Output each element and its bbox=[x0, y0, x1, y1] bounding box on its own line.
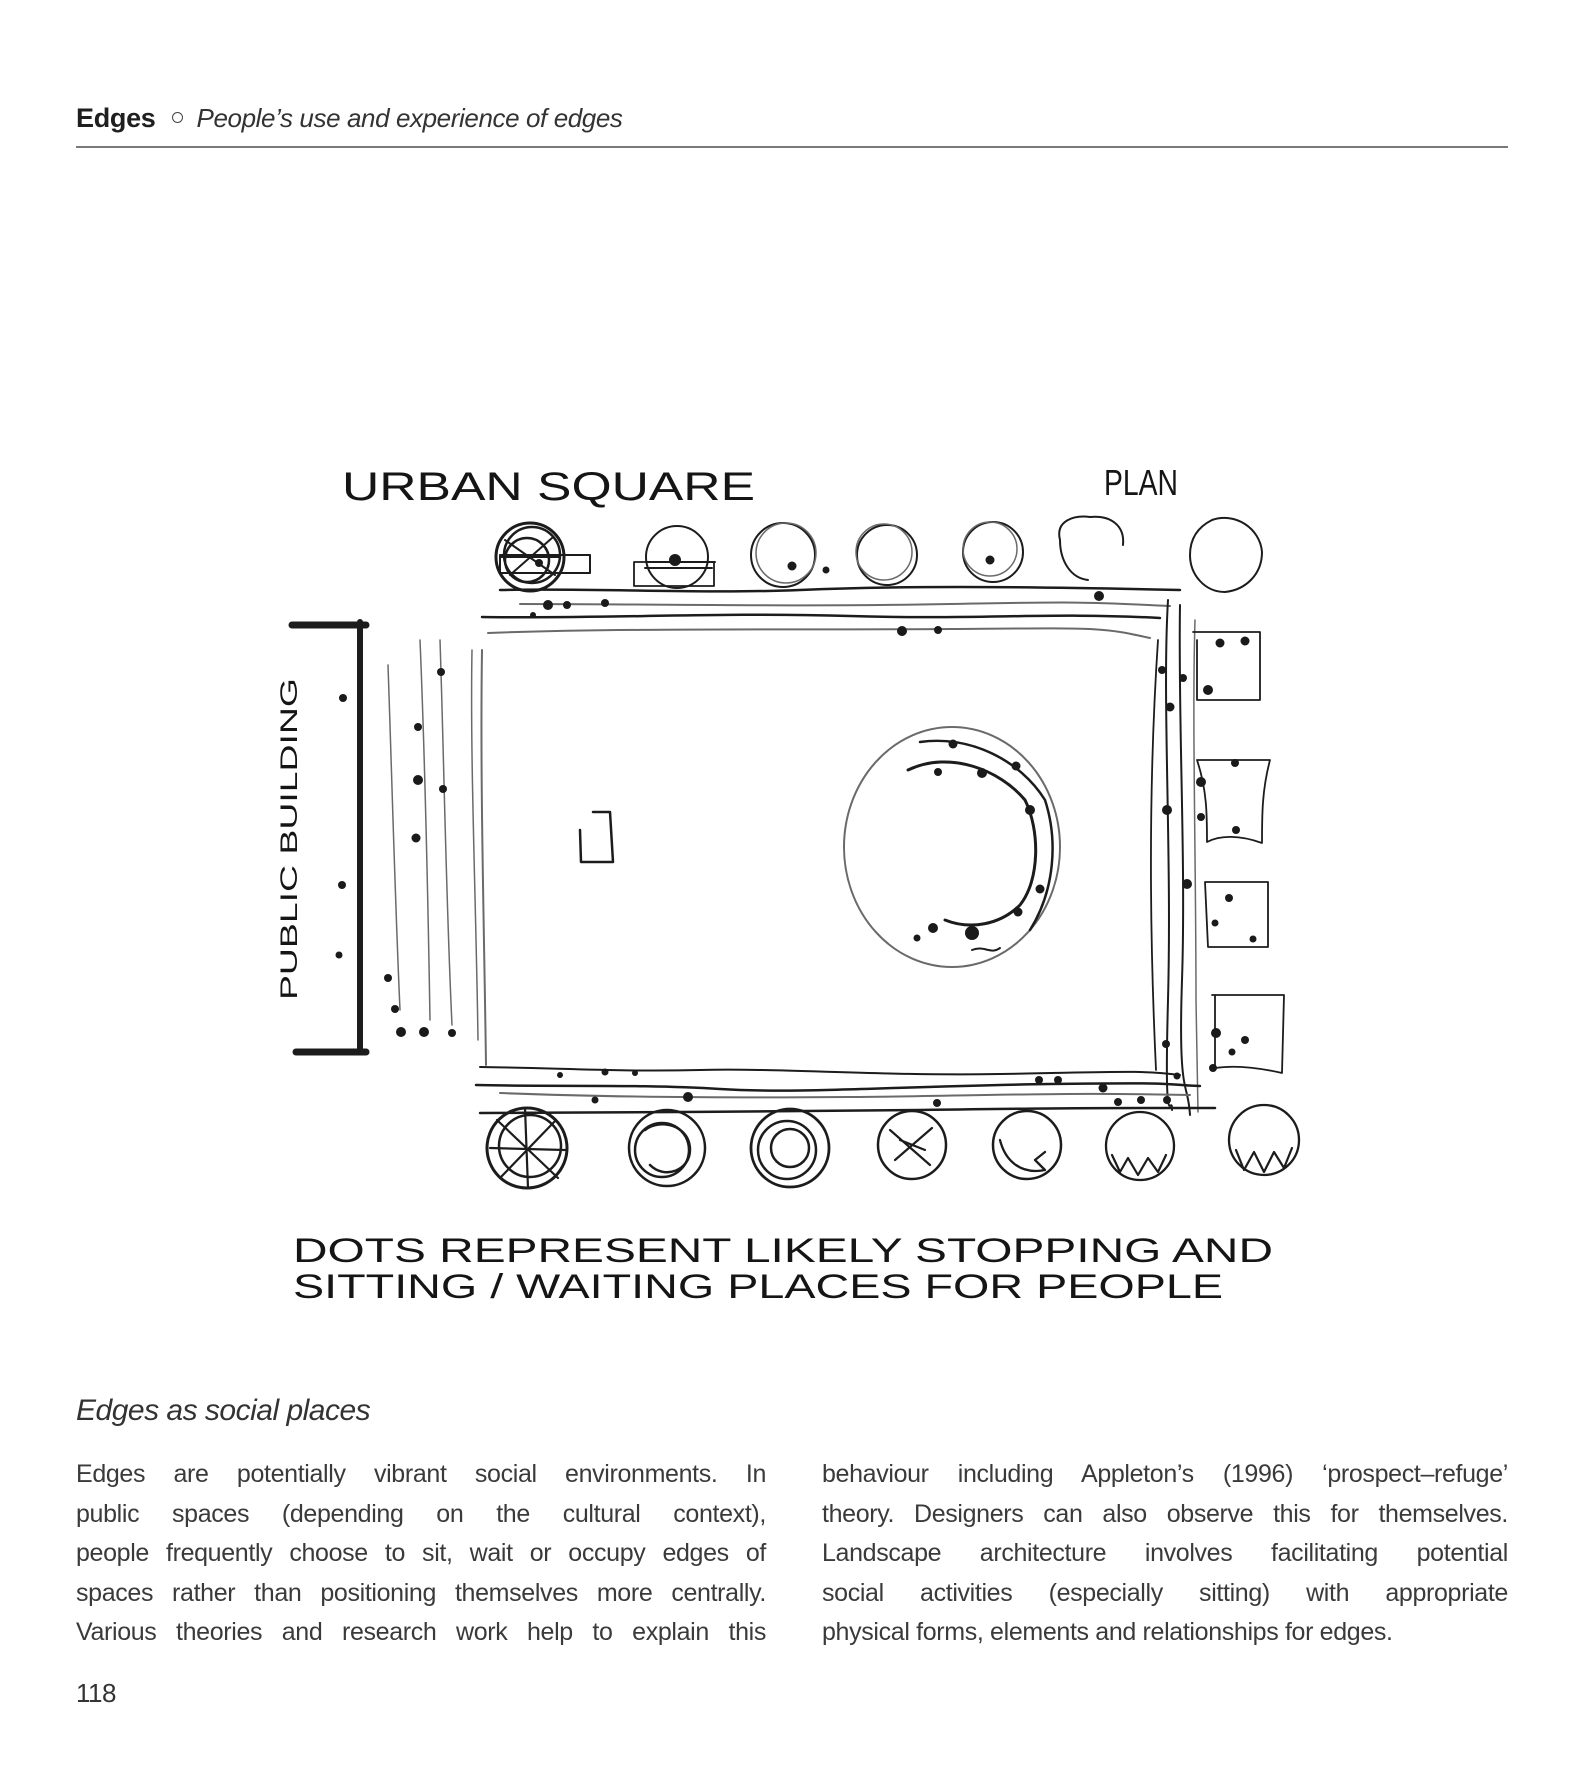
section-heading: Edges as social places bbox=[76, 1394, 371, 1427]
tree-icon bbox=[963, 522, 1023, 582]
body-line: Various theories and research work help to explain this bbox=[76, 1618, 766, 1647]
tree-icon bbox=[629, 1110, 705, 1186]
tree-icon bbox=[1229, 1105, 1299, 1175]
tree-icon bbox=[1106, 1112, 1174, 1180]
body-line: public spaces (depending on the cultural context), bbox=[76, 1499, 766, 1528]
body-line: Edges are potentially vibrant social environments. In bbox=[76, 1460, 766, 1488]
tree-icon bbox=[751, 523, 816, 587]
public-building-label: PUBLIC BUILDING bbox=[276, 793, 303, 1000]
bottom-tree-row bbox=[487, 1105, 1299, 1188]
sketch-caption-line-1: DOTS REPRESENT LIKELY STOPPING AND bbox=[293, 1232, 1273, 1270]
tree-icon bbox=[1190, 518, 1262, 592]
public-building bbox=[292, 622, 478, 1052]
body-column-left bbox=[76, 1455, 766, 1653]
tree-icon bbox=[496, 523, 590, 591]
sketch-view-label: PLAN bbox=[1104, 462, 1178, 503]
body-line: Landscape architecture involves facilitating potential bbox=[822, 1539, 1508, 1568]
body-line: theory. Designers can also observe this for themselves. bbox=[822, 1499, 1508, 1528]
sketch-title: URBAN SQUARE bbox=[342, 465, 755, 509]
square-left-edge bbox=[481, 650, 486, 1065]
top-tree-row bbox=[496, 517, 1262, 592]
page-number: 118 bbox=[76, 1678, 116, 1708]
sketch-caption-line-2: SITTING / WAITING PLACES FOR PEOPLE bbox=[293, 1268, 1223, 1306]
tree-icon bbox=[856, 524, 917, 585]
body-line: social activities (especially sitting) with appropriate bbox=[822, 1578, 1508, 1607]
square-inner-right-edge bbox=[1151, 640, 1158, 1070]
central-circle bbox=[844, 727, 1060, 967]
tree-icon bbox=[751, 1109, 829, 1187]
body-line: physical forms, elements and relationships for edges. bbox=[822, 1618, 1393, 1647]
top-edge bbox=[482, 587, 1180, 638]
right-seating-boxes bbox=[1193, 632, 1284, 1073]
body-line: people frequently choose to sit, wait or occupy edges of bbox=[76, 1539, 766, 1568]
tree-icon bbox=[878, 1111, 946, 1179]
small-kiosk-square bbox=[580, 812, 613, 862]
body-line: behaviour including Appleton’s (1996) ‘prospect–refuge’ bbox=[822, 1460, 1508, 1488]
running-header-subtitle: People’s use and experience of edges bbox=[196, 103, 623, 133]
tree-icon bbox=[487, 1108, 567, 1188]
running-header-section: Edges bbox=[76, 103, 156, 133]
body-line: spaces rather than positioning themselves more centrally. bbox=[76, 1578, 766, 1607]
tree-icon bbox=[1059, 517, 1123, 580]
tree-icon bbox=[993, 1111, 1061, 1179]
body-column-right bbox=[822, 1455, 1508, 1653]
